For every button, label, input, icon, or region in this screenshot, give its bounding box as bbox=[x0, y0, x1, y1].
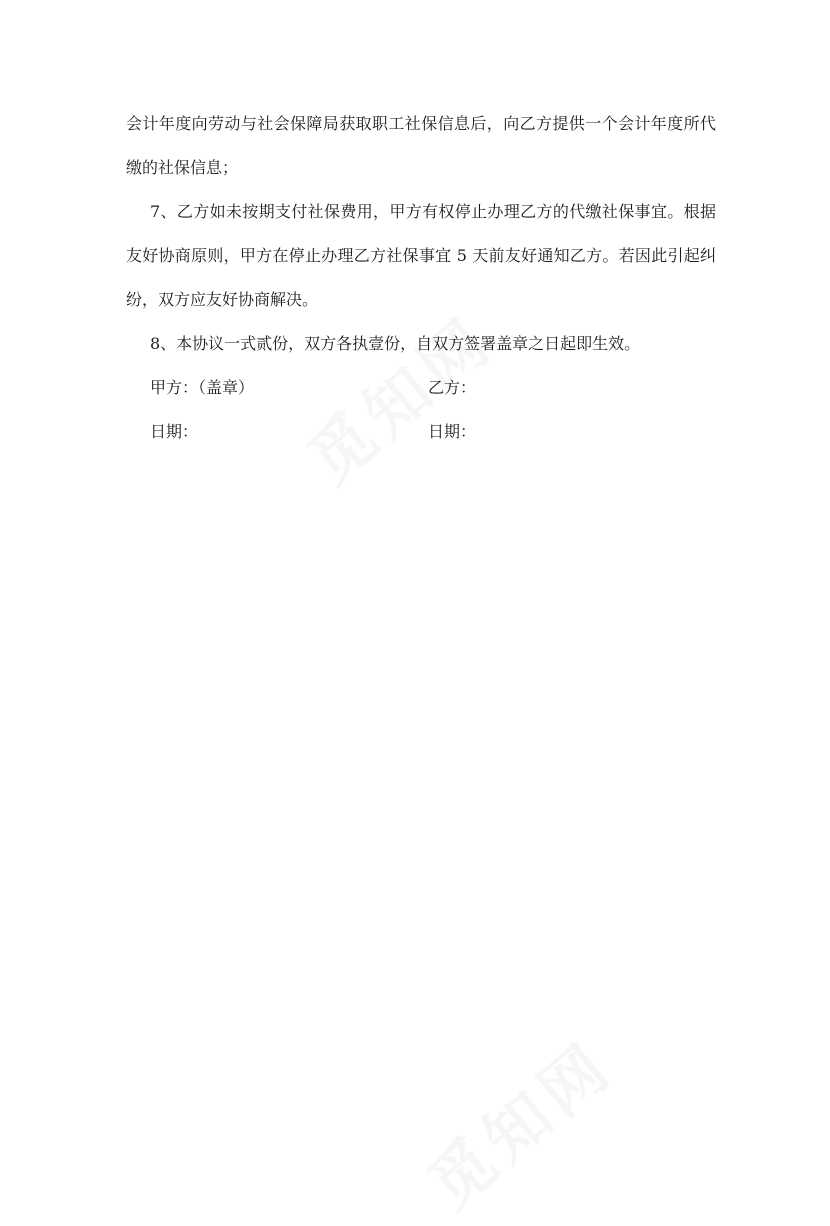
paragraph-clause-8: 8、本协议一式贰份，双方各执壹份，自双方签署盖章之日起即生效。 bbox=[150, 334, 641, 353]
paragraph-continuation: 会计年度向劳动与社会保障局获取职工社保信息后，向乙方提供一个会计年度所代缴的社保信息； bbox=[126, 114, 716, 177]
paragraph-clause-7: 7、乙方如未按期支付社保费用，甲方有权停止办理乙方的代缴社保事宜。根据友好协商原则，甲方在停止办理乙方社保事宜 5 天前友好通知乙方。若因此引起纠纷，双方应友好协商解决。 bbox=[126, 202, 716, 309]
party-b-label: 乙方： bbox=[428, 378, 477, 397]
signature-row bbox=[126, 366, 716, 410]
document-body bbox=[126, 102, 716, 454]
date-b-label: 日期： bbox=[428, 422, 477, 441]
date-a-label: 日期： bbox=[150, 422, 199, 441]
party-a-label: 甲方：（盖章） bbox=[150, 378, 255, 397]
date-row bbox=[126, 410, 716, 454]
watermark bbox=[406, 1016, 631, 1225]
